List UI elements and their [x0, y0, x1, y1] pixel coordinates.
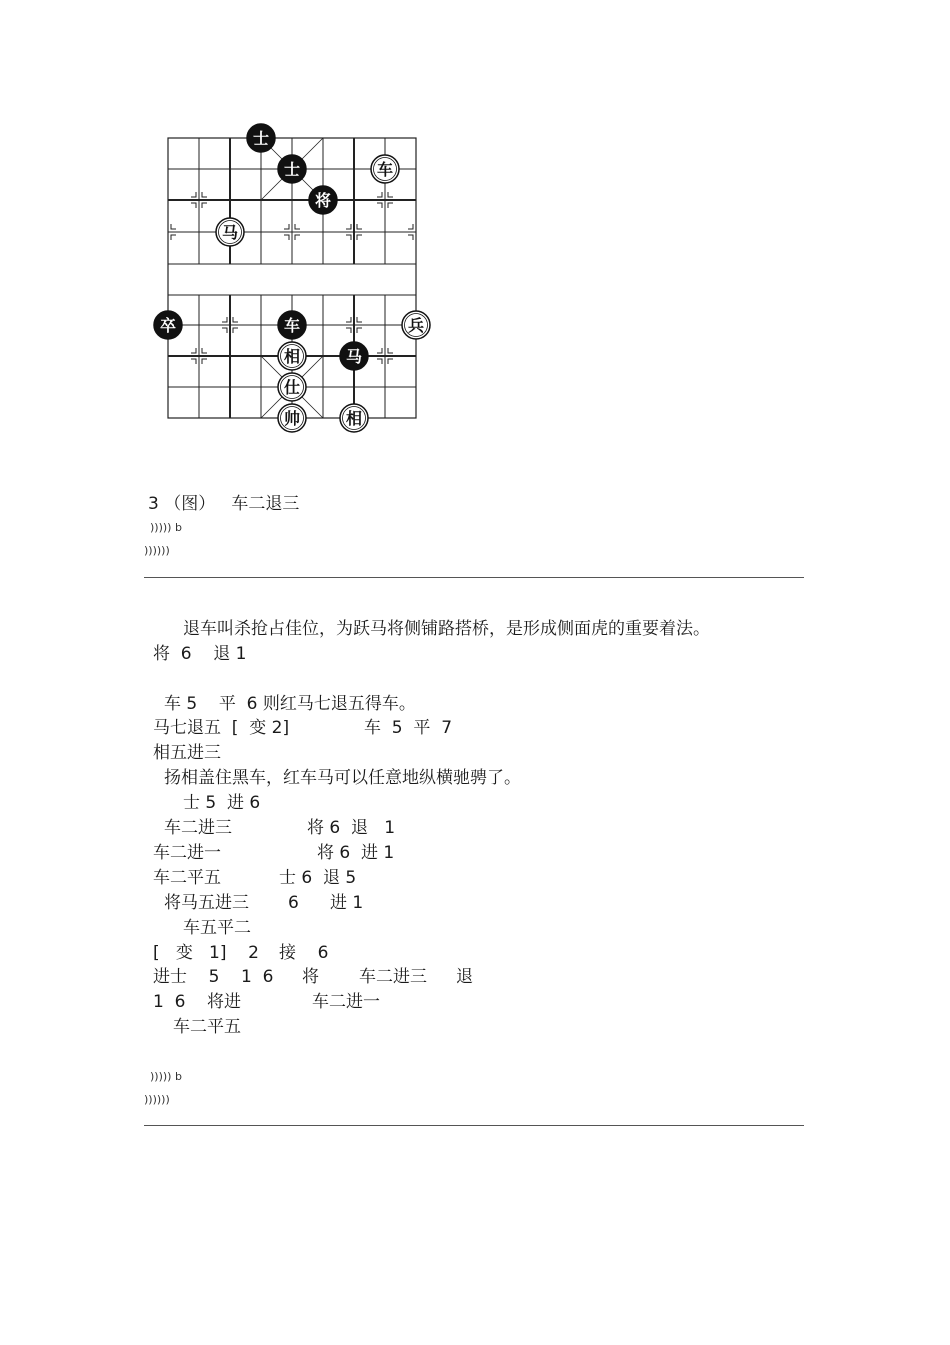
divider-1 — [144, 577, 804, 578]
text-line: 退车叫杀抢占佳位，为跃马将侧铺路搭桥，是形成侧面虎的重要着法。 — [183, 619, 710, 639]
piece-label: 相 — [283, 347, 301, 366]
text-line: 将 — [302, 967, 319, 987]
divider-2 — [144, 1125, 804, 1126]
xiangqi-piece — [154, 311, 182, 339]
xiangqi-piece — [216, 218, 244, 246]
xiangqi-piece — [309, 186, 337, 214]
text-line: 将进 — [207, 992, 241, 1012]
text-line: 车 5 平 6 则红马七退五得车。 — [164, 694, 416, 714]
text-line: 接 6 — [279, 943, 329, 963]
text-line: 车二平五 — [153, 868, 221, 888]
piece-label: 卒 — [159, 316, 177, 335]
text-line: 将 6 退 1 — [307, 818, 396, 838]
text-line: 士 6 退 5 — [279, 868, 357, 888]
text-line: 6 — [288, 893, 299, 913]
xiangqi-piece — [278, 342, 306, 370]
text-line: 将 6 退 1 — [153, 644, 247, 664]
piece-label: 兵 — [407, 316, 425, 335]
text-line: 相五进三 — [153, 743, 221, 763]
piece-label: 士 — [283, 160, 301, 179]
figure-caption: 3 （图） 车二退三 — [148, 494, 300, 514]
piece-label: 马 — [221, 223, 239, 242]
footer-mark-1a: ))))) b — [150, 521, 182, 534]
xiangqi-piece — [402, 311, 430, 339]
text-line: 1 6 — [153, 992, 186, 1012]
text-line: 车二进三 — [359, 967, 427, 987]
xiangqi-piece — [278, 155, 306, 183]
xiangqi-piece — [340, 404, 368, 432]
piece-label: 车 — [283, 316, 301, 335]
piece-label: 马 — [345, 347, 363, 366]
xiangqi-piece — [247, 124, 275, 152]
text-line: [ 变 1] 2 — [153, 943, 259, 963]
piece-label: 车 — [376, 160, 394, 179]
text-line: 扬相盖住黑车，红车马可以任意地纵横驰骋了。 — [164, 768, 521, 788]
text-line: 车二进一 — [312, 992, 380, 1012]
piece-label: 帅 — [283, 409, 301, 428]
xiangqi-piece — [371, 155, 399, 183]
text-line: 车二平五 — [173, 1017, 241, 1037]
text-line: 车二进一 — [153, 843, 221, 863]
text-line: 车二进三 — [164, 818, 232, 838]
xiangqi-piece — [278, 373, 306, 401]
xiangqi-piece — [340, 342, 368, 370]
text-line: 进 1 — [330, 893, 364, 913]
text-line: 车五平二 — [183, 918, 251, 938]
footer-mark-2b: )))))) — [144, 1093, 170, 1106]
xiangqi-piece — [278, 311, 306, 339]
text-line: 将 6 进 1 — [317, 843, 395, 863]
text-line: 进士 5 1 6 — [153, 967, 274, 987]
piece-label: 将 — [314, 191, 332, 210]
footer-mark-1b: )))))) — [144, 544, 170, 557]
text-line: 退 — [456, 967, 473, 987]
piece-label: 相 — [345, 409, 363, 428]
text-line: 将马五进三 — [164, 893, 249, 913]
piece-label: 士 — [252, 129, 270, 148]
footer-mark-2a: ))))) b — [150, 1070, 182, 1083]
piece-label: 仕 — [283, 378, 301, 397]
xiangqi-piece — [278, 404, 306, 432]
text-line: 马七退五 [ 变 2] — [153, 718, 290, 738]
text-line: 士 5 进 6 — [183, 793, 261, 813]
text-line: 车 5 平 7 — [364, 718, 453, 738]
xiangqi-board-diagram — [152, 122, 434, 436]
